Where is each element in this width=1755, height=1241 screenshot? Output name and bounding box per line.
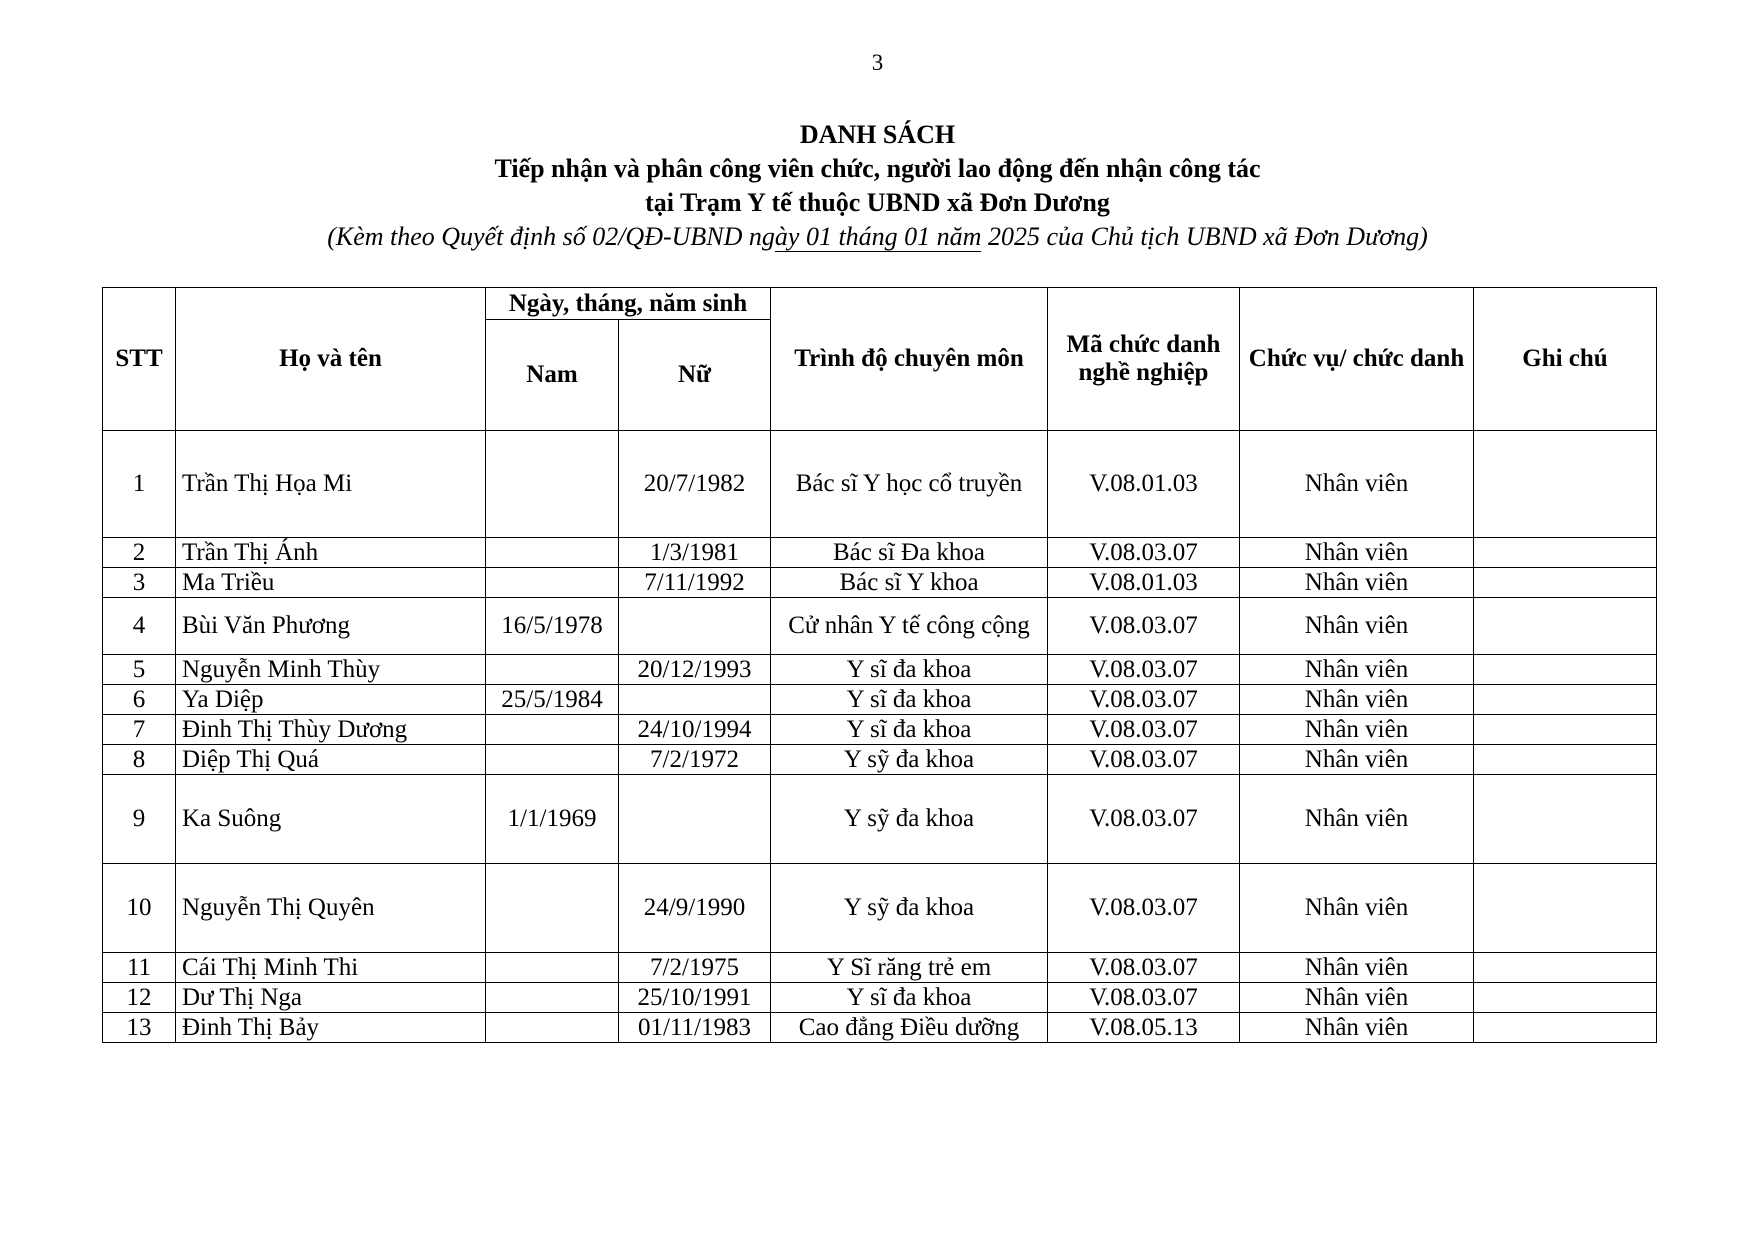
cell-qualification: Y sĩ đa khoa <box>771 715 1048 745</box>
cell-name: Ka Suông <box>176 775 486 864</box>
cell-qualification: Y sỹ đa khoa <box>771 775 1048 864</box>
cell-job-code: V.08.05.13 <box>1048 1013 1240 1043</box>
cell-dob-female: 24/9/1990 <box>619 864 771 953</box>
title-line-1: DANH SÁCH <box>799 120 956 149</box>
cell-dob-female: 7/2/1975 <box>619 953 771 983</box>
header-dob-group: Ngày, tháng, năm sinh <box>486 288 771 320</box>
header-male: Nam <box>486 320 619 431</box>
cell-dob-male: 25/5/1984 <box>486 685 619 715</box>
cell-dob-female: 7/2/1972 <box>619 745 771 775</box>
cell-dob-female: 24/10/1994 <box>619 715 771 745</box>
cell-qualification: Cao đẳng Điều dưỡng <box>771 1013 1048 1043</box>
cell-dob-female: 20/12/1993 <box>619 655 771 685</box>
cell-dob-female: 01/11/1983 <box>619 1013 771 1043</box>
cell-note <box>1474 598 1657 655</box>
table-row <box>103 431 1657 538</box>
cell-dob-male: 16/5/1978 <box>486 598 619 655</box>
subtitle-part-1: (Kèm theo Quyết định số 02/QĐ-UBND ng <box>327 222 775 251</box>
cell-note <box>1474 538 1657 568</box>
cell-job-code: V.08.03.07 <box>1048 983 1240 1013</box>
cell-job-code: V.08.03.07 <box>1048 538 1240 568</box>
cell-position: Nhân viên <box>1240 568 1474 598</box>
table-row <box>103 953 1657 983</box>
cell-job-code: V.08.03.07 <box>1048 598 1240 655</box>
cell-name: Ma Triều <box>176 568 486 598</box>
cell-dob-male <box>486 864 619 953</box>
header-job-code: Mã chức danh nghề nghiệp <box>1048 288 1240 431</box>
header-note: Ghi chú <box>1474 288 1657 431</box>
cell-stt: 3 <box>103 568 176 598</box>
title-line-3: tại Trạm Y tế thuộc UBND xã Đơn Dương <box>645 188 1110 217</box>
table-row <box>103 864 1657 953</box>
cell-name: Nguyễn Thị Quyên <box>176 864 486 953</box>
header-stt: STT <box>103 288 176 431</box>
cell-qualification: Y sĩ đa khoa <box>771 983 1048 1013</box>
cell-position: Nhân viên <box>1240 685 1474 715</box>
cell-qualification: Bác sĩ Đa khoa <box>771 538 1048 568</box>
cell-position: Nhân viên <box>1240 431 1474 538</box>
table-row <box>103 745 1657 775</box>
cell-dob-female: 7/11/1992 <box>619 568 771 598</box>
cell-stt: 1 <box>103 431 176 538</box>
cell-name: Trần Thị Ánh <box>176 538 486 568</box>
header-female: Nữ <box>619 320 771 431</box>
cell-note <box>1474 953 1657 983</box>
cell-job-code: V.08.03.07 <box>1048 775 1240 864</box>
cell-job-code: V.08.03.07 <box>1048 685 1240 715</box>
cell-stt: 8 <box>103 745 176 775</box>
cell-stt: 11 <box>103 953 176 983</box>
cell-position: Nhân viên <box>1240 745 1474 775</box>
document-title <box>100 118 1655 254</box>
cell-qualification: Bác sĩ Y khoa <box>771 568 1048 598</box>
cell-note <box>1474 655 1657 685</box>
title-line-2: Tiếp nhận và phân công viên chức, người lao động đến nhận công tác <box>494 154 1261 183</box>
cell-job-code: V.08.03.07 <box>1048 655 1240 685</box>
cell-job-code: V.08.03.07 <box>1048 745 1240 775</box>
cell-dob-female <box>619 598 771 655</box>
header-position: Chức vụ/ chức danh <box>1240 288 1474 431</box>
cell-qualification: Y Sĩ răng trẻ em <box>771 953 1048 983</box>
cell-name: Nguyễn Minh Thùy <box>176 655 486 685</box>
cell-stt: 4 <box>103 598 176 655</box>
cell-position: Nhân viên <box>1240 538 1474 568</box>
cell-dob-female: 1/3/1981 <box>619 538 771 568</box>
cell-job-code: V.08.03.07 <box>1048 715 1240 745</box>
cell-position: Nhân viên <box>1240 598 1474 655</box>
cell-note <box>1474 864 1657 953</box>
cell-stt: 12 <box>103 983 176 1013</box>
cell-stt: 2 <box>103 538 176 568</box>
cell-stt: 6 <box>103 685 176 715</box>
cell-dob-male <box>486 715 619 745</box>
page-number: 3 <box>871 50 884 75</box>
cell-qualification: Y sỹ đa khoa <box>771 864 1048 953</box>
subtitle-underlined: ày 01 tháng 01 năm <box>774 222 982 251</box>
cell-position: Nhân viên <box>1240 983 1474 1013</box>
cell-dob-male <box>486 431 619 538</box>
cell-stt: 13 <box>103 1013 176 1043</box>
cell-name: Dư Thị Nga <box>176 983 486 1013</box>
cell-dob-male <box>486 953 619 983</box>
staff-table <box>102 287 1657 1043</box>
cell-dob-male <box>486 538 619 568</box>
table-row <box>103 775 1657 864</box>
table-row <box>103 685 1657 715</box>
cell-name: Bùi Văn Phương <box>176 598 486 655</box>
cell-name: Trần Thị Họa Mi <box>176 431 486 538</box>
cell-position: Nhân viên <box>1240 715 1474 745</box>
cell-job-code: V.08.03.07 <box>1048 864 1240 953</box>
cell-note <box>1474 568 1657 598</box>
cell-dob-male: 1/1/1969 <box>486 775 619 864</box>
cell-position: Nhân viên <box>1240 1013 1474 1043</box>
table-row <box>103 568 1657 598</box>
table-row <box>103 598 1657 655</box>
cell-name: Diệp Thị Quá <box>176 745 486 775</box>
cell-position: Nhân viên <box>1240 655 1474 685</box>
cell-note <box>1474 983 1657 1013</box>
cell-qualification: Bác sĩ Y học cổ truyền <box>771 431 1048 538</box>
cell-stt: 7 <box>103 715 176 745</box>
cell-dob-male <box>486 983 619 1013</box>
cell-job-code: V.08.03.07 <box>1048 953 1240 983</box>
cell-stt: 5 <box>103 655 176 685</box>
cell-note <box>1474 775 1657 864</box>
header-name: Họ và tên <box>176 288 486 431</box>
table-row <box>103 715 1657 745</box>
cell-name: Đinh Thị Bảy <box>176 1013 486 1043</box>
cell-stt: 10 <box>103 864 176 953</box>
cell-name: Đinh Thị Thùy Dương <box>176 715 486 745</box>
cell-position: Nhân viên <box>1240 864 1474 953</box>
cell-note <box>1474 1013 1657 1043</box>
header-qualification: Trình độ chuyên môn <box>771 288 1048 431</box>
cell-position: Nhân viên <box>1240 775 1474 864</box>
cell-name: Cái Thị Minh Thi <box>176 953 486 983</box>
cell-qualification: Y sỹ đa khoa <box>771 745 1048 775</box>
table-row <box>103 983 1657 1013</box>
cell-note <box>1474 431 1657 538</box>
cell-job-code: V.08.01.03 <box>1048 568 1240 598</box>
table-row <box>103 538 1657 568</box>
subtitle-part-3: 2025 của Chủ tịch UBND xã Đơn Dương) <box>981 222 1428 251</box>
table-row <box>103 655 1657 685</box>
staff-table-body <box>103 431 1657 1043</box>
cell-dob-male <box>486 745 619 775</box>
cell-job-code: V.08.01.03 <box>1048 431 1240 538</box>
cell-qualification: Y sĩ đa khoa <box>771 685 1048 715</box>
cell-dob-female: 25/10/1991 <box>619 983 771 1013</box>
cell-dob-male <box>486 568 619 598</box>
cell-note <box>1474 715 1657 745</box>
cell-dob-male <box>486 655 619 685</box>
table-row <box>103 1013 1657 1043</box>
cell-qualification: Y sĩ đa khoa <box>771 655 1048 685</box>
cell-dob-male <box>486 1013 619 1043</box>
cell-note <box>1474 685 1657 715</box>
cell-dob-female: 20/7/1982 <box>619 431 771 538</box>
cell-qualification: Cử nhân Y tế công cộng <box>771 598 1048 655</box>
cell-stt: 9 <box>103 775 176 864</box>
cell-note <box>1474 745 1657 775</box>
cell-position: Nhân viên <box>1240 953 1474 983</box>
cell-dob-female <box>619 775 771 864</box>
cell-name: Ya Diệp <box>176 685 486 715</box>
title-subtitle <box>100 220 1655 254</box>
cell-dob-female <box>619 685 771 715</box>
